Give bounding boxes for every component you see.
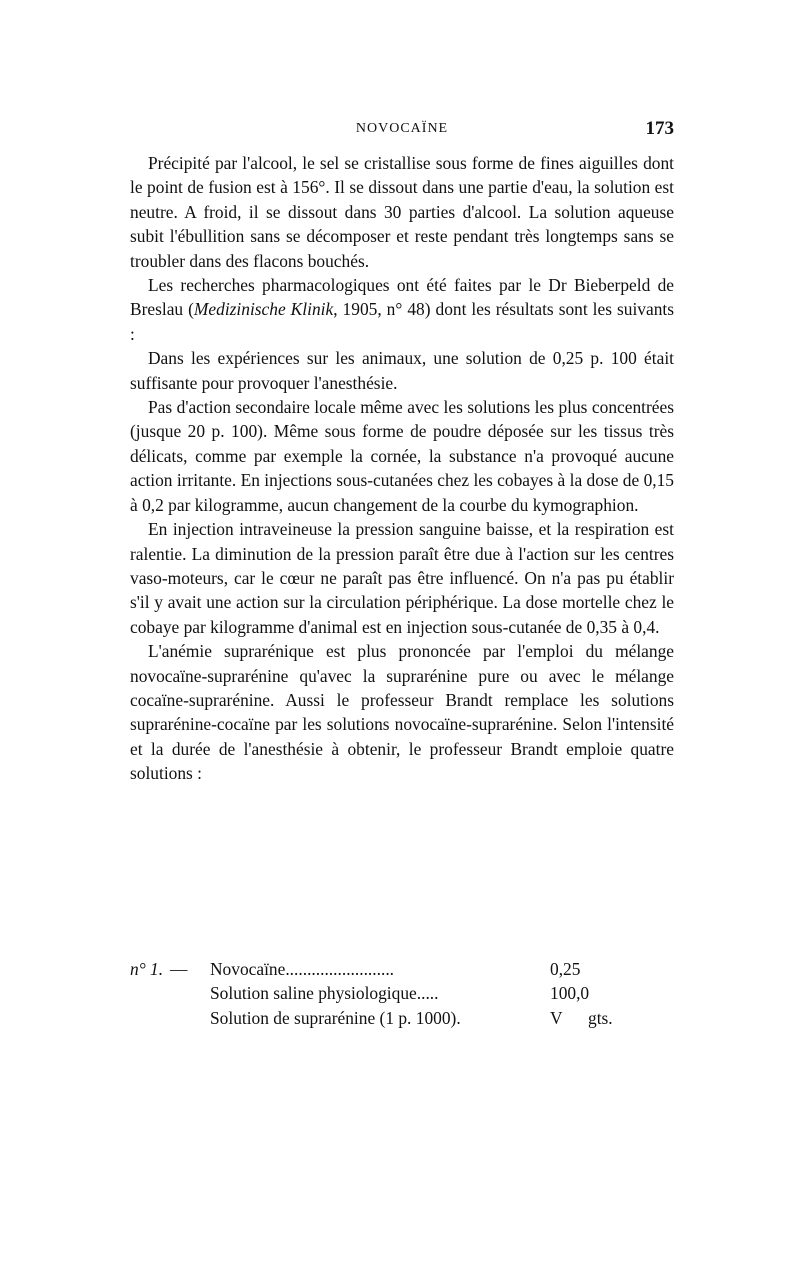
paragraph: Précipité par l'alcool, le sel se cristallise sous forme de fines aiguilles dont le point de fusion est à 156°. Il se dissout dans une partie d'eau, la solution est neutre. A froid, il se dissout dans 30 parties d'alcool. La solution aqueuse subit l'ébullition sans se décomposer et reste pendant très longtemps sans se troubler dans des flacons bouchés. [130, 153, 674, 271]
paragraph-text: Les recherches pharmacologiques ont été faites par le Dr Bieberpeld de Breslau ( [130, 275, 674, 320]
recipe-row [130, 957, 674, 981]
recipe-dash: — [170, 959, 188, 979]
recipe-formula [130, 957, 674, 1030]
body-text [130, 151, 674, 786]
paragraph: L'anémie suprarénique est plus prononcée par l'emploi du mélange novocaïne-suprarénine qu'avec la suprarénine pure ou avec le mélange cocaïne-suprarénine. Aussi le professeur Brandt remplace les solutions suprarénine-cocaïne par les solutions novocaïne-suprarénine. Selon l'intensité et la durée de l'anesthésie à obtenir, le professeur Brandt emploie quatre solutions : [130, 641, 674, 784]
ingredient-quantity: V [550, 1007, 563, 1028]
ingredient-name: Solution de suprarénine (1 p. 1000). [210, 1007, 461, 1028]
ingredient-quantity: 100,0 [550, 983, 590, 1004]
recipe-row [130, 981, 674, 1005]
paragraph-text: , 1905, n° 48) dont les résultats sont les suivants : [130, 299, 674, 344]
ingredient-name: Solution saline physiologique..... [210, 983, 439, 1004]
ingredient-quantity: 0,25 [550, 959, 581, 979]
journal-title: Medizinische Klinik [193, 299, 334, 320]
paragraph [130, 273, 674, 346]
paragraph: Dans les expériences sur les animaux, une solution de 0,25 p. 100 était suffisante pour provoquer l'anesthésie. [130, 348, 674, 393]
running-head [130, 118, 674, 142]
running-title: NOVOCAÏNE [355, 121, 449, 136]
ingredient-unit: gts. [588, 1007, 613, 1028]
page-number: 173 [645, 118, 674, 139]
recipe-number: n° 1. [130, 959, 164, 979]
paragraph: En injection intraveineuse la pression sanguine baisse, et la respiration est ralentie. La diminution de la pression paraît être due à l'action sur les centres vaso-moteurs, car le cœur ne paraît pas être influencé. On n'a pas pu établir s'il y avait une action sur la circulation périphérique. La dose mortelle chez le cobaye par kilogramme d'animal est en injection sous-cutanée de 0,35 à 0,4. [130, 519, 674, 637]
paragraph: Pas d'action secondaire locale même avec les solutions les plus concentrées (jusque 20 p. 100). Même sous forme de poudre déposée sur les tissus très délicats, comme par exemple la cornée, la substance n'a provoqué aucune action irritante. En injections sous-cutanées chez les cobayes à la dose de 0,15 à 0,2 par kilogramme, aucun changement de la courbe du kymographion. [130, 397, 674, 515]
recipe-row [130, 1006, 674, 1030]
ingredient-name: Novocaïne......................... [210, 959, 395, 979]
